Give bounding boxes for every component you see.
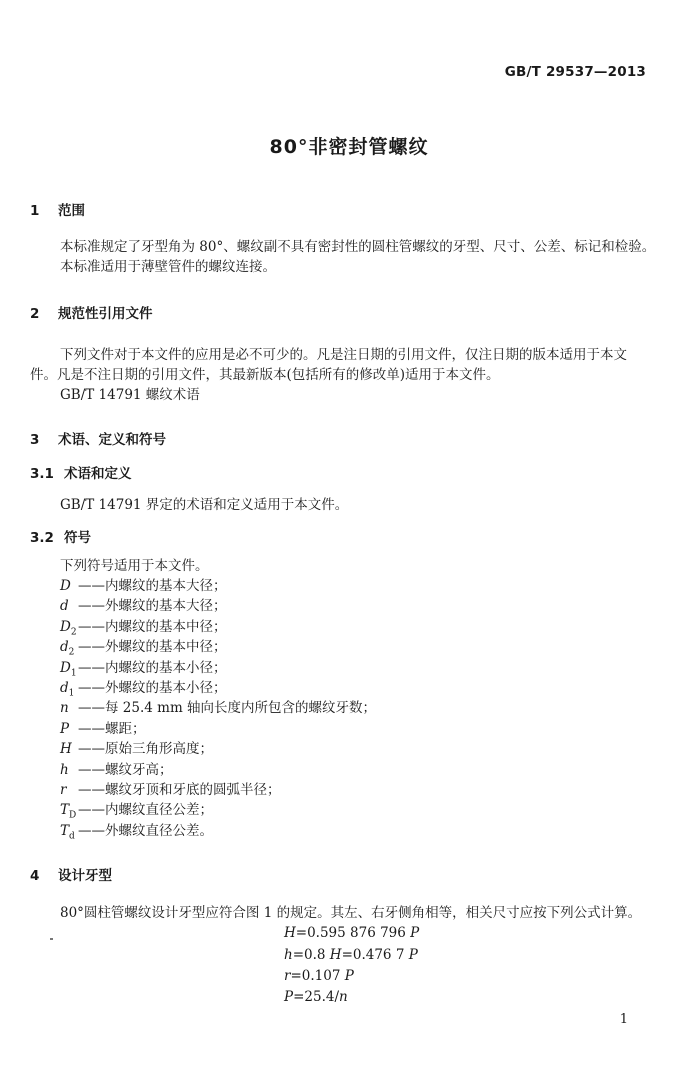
symbol-row bbox=[60, 698, 376, 718]
symbol-subscript: 2 bbox=[70, 627, 77, 638]
symbol: n bbox=[60, 700, 69, 717]
symbol-row bbox=[60, 637, 227, 657]
symbol: $D_1$ bbox=[60, 659, 77, 679]
document-title: 80°非密封管螺纹 bbox=[269, 136, 429, 158]
symbol-description: ——内螺纹的基本小径； bbox=[78, 659, 227, 676]
section-title: 符号 bbox=[64, 530, 91, 546]
symbol-description: ——螺距； bbox=[78, 720, 146, 737]
symbol-description: ——外螺纹的基本小径； bbox=[78, 680, 227, 696]
section-title: 术语、定义和符号 bbox=[58, 432, 166, 448]
symbol-row bbox=[60, 596, 227, 616]
paragraph: 本标准规定了牙型角为 80°、螺纹副不具有密封性的圆柱管螺纹的牙型、尺寸、公差、标记和检验。 bbox=[60, 239, 656, 255]
reference-item: GB/T 14791 螺纹术语 bbox=[60, 387, 200, 403]
symbol-row bbox=[60, 658, 227, 678]
section-2-heading bbox=[30, 302, 153, 322]
section-number: 3 bbox=[30, 432, 40, 448]
symbol: $T_D$ bbox=[60, 802, 77, 822]
section-number: 2 bbox=[30, 306, 40, 322]
section-title: 范围 bbox=[58, 203, 85, 219]
section-1-heading bbox=[30, 199, 85, 219]
symbol-row bbox=[60, 719, 146, 739]
symbol-row bbox=[60, 617, 227, 637]
symbol: $T_d$ bbox=[60, 822, 75, 842]
formula: h=0.8 H=0.476 7 P bbox=[284, 947, 418, 963]
paragraph: 本标准适用于薄壁管件的螺纹连接。 bbox=[60, 259, 276, 275]
formula: H=0.595 876 796 P bbox=[284, 925, 420, 941]
symbol-description: ——每 25.4 mm 轴向长度内所包含的螺纹牙数； bbox=[78, 700, 377, 717]
symbol: P bbox=[60, 720, 70, 737]
symbol-description: ——外螺纹直径公差。 bbox=[78, 822, 213, 839]
symbol: $d_2$ bbox=[60, 639, 75, 658]
paragraph: 80°圆柱管螺纹设计牙型应符合图 1 的规定。其左、右牙侧角相等，相关尺寸应按下列公式计算。 bbox=[60, 905, 642, 921]
section-title: 规范性引用文件 bbox=[58, 306, 153, 322]
symbol-description: ——原始三角形高度； bbox=[78, 741, 213, 758]
symbol-row bbox=[60, 678, 227, 698]
symbol-subscript: 2 bbox=[68, 647, 75, 658]
section-title: 术语和定义 bbox=[64, 466, 132, 482]
symbol-row bbox=[60, 576, 227, 596]
section-number: 4 bbox=[30, 868, 40, 884]
symbol: H bbox=[60, 741, 72, 758]
symbol: $d_1$ bbox=[60, 680, 75, 699]
symbol: d bbox=[60, 598, 69, 615]
symbol-description: ——螺纹牙顶和牙底的圆弧半径； bbox=[78, 782, 281, 798]
section-number: 3.2 bbox=[30, 530, 54, 546]
symbol: h bbox=[60, 761, 69, 778]
symbol-description: ——外螺纹的基本中径； bbox=[78, 639, 227, 656]
section-title: 设计牙型 bbox=[58, 868, 112, 884]
symbol-subscript: 1 bbox=[70, 668, 77, 679]
paragraph: 下列符号适用于本文件。 bbox=[60, 558, 209, 574]
paragraph: GB/T 14791 界定的术语和定义适用于本文件。 bbox=[60, 497, 349, 513]
section-3-2-heading bbox=[30, 526, 91, 546]
symbol: D bbox=[60, 578, 71, 594]
symbol: r bbox=[60, 782, 67, 798]
symbol-description: ——内螺纹的基本大径； bbox=[78, 578, 227, 594]
symbol-description: ——内螺纹直径公差； bbox=[78, 802, 213, 819]
section-number: 1 bbox=[30, 203, 40, 219]
section-4-heading bbox=[30, 864, 112, 884]
paragraph: 件。凡是不注日期的引用文件，其最新版本(包括所有的修改单)适用于本文件。 bbox=[30, 367, 500, 383]
standard-number: GB/T 29537—2013 bbox=[504, 64, 646, 80]
symbol-subscript: d bbox=[69, 831, 75, 842]
symbol-description: ——螺纹牙高； bbox=[78, 761, 173, 778]
formula: P=25.4/n bbox=[284, 989, 348, 1005]
symbol-subscript: 1 bbox=[68, 688, 75, 699]
formula: r=0.107 P bbox=[284, 968, 354, 984]
symbol-description: ——外螺纹的基本大径； bbox=[78, 598, 227, 615]
section-3-heading bbox=[30, 428, 166, 448]
symbol-row bbox=[60, 739, 213, 759]
section-number: 3.1 bbox=[30, 466, 54, 482]
section-3-1-heading bbox=[30, 462, 132, 482]
paragraph: 下列文件对于本文件的应用是必不可少的。凡是注日期的引用文件，仅注日期的版本适用于本文 bbox=[60, 347, 627, 363]
page-number: 1 bbox=[619, 1012, 628, 1027]
symbol-description: ——内螺纹的基本中径； bbox=[78, 618, 227, 635]
symbol: $D_2$ bbox=[60, 618, 77, 638]
symbol-subscript: D bbox=[69, 811, 77, 822]
symbol-row bbox=[60, 821, 213, 841]
symbol-row bbox=[60, 760, 173, 780]
scan-speck bbox=[50, 938, 53, 940]
symbol-row bbox=[60, 780, 281, 800]
symbol-row bbox=[60, 800, 213, 820]
